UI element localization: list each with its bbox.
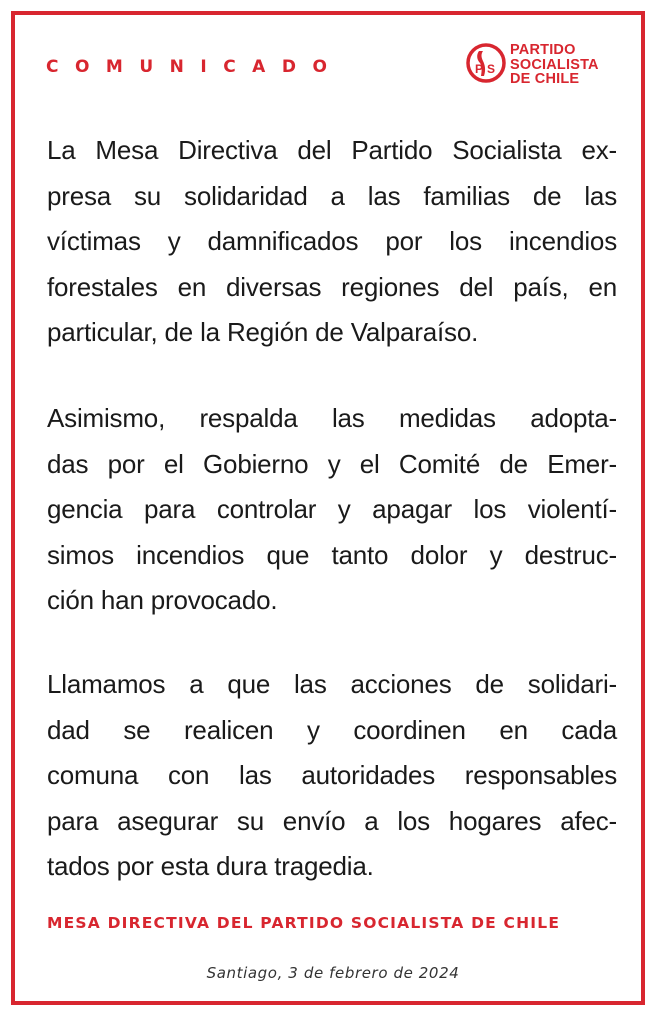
paragraph-line: ción han provocado. xyxy=(47,585,278,615)
paragraph-line: dad se realicen y coordinen en cada xyxy=(47,714,617,745)
logo-line: SOCIALISTA xyxy=(510,56,599,73)
logo-line: PARTIDO xyxy=(510,42,576,58)
signature: MESA DIRECTIVA DEL PARTIDO SOCIALISTA DE CHILE xyxy=(47,914,561,932)
party-logo xyxy=(466,39,628,95)
date-line: Santiago, 3 de febrero de 2024 xyxy=(206,964,460,982)
paragraph-call-to-action xyxy=(47,662,617,890)
paragraph-support xyxy=(47,396,617,624)
paragraph-line: Asimismo, respalda las medidas adopta- xyxy=(47,403,617,433)
paragraph-line: simos incendios que tanto dolor y destruc- xyxy=(47,539,617,570)
paragraph-line: presa su solidaridad a las familias de las xyxy=(47,180,617,211)
paragraph-line: víctimas y damnificados por los incendios xyxy=(47,226,617,256)
paragraph-line: das por el Gobierno y el Comité de Emer- xyxy=(47,448,617,479)
paragraph-line: comuna con las autoridades responsables xyxy=(47,760,617,790)
paragraph-line: gencia para controlar y apagar los violentí- xyxy=(47,494,617,524)
paragraph-line: La Mesa Directiva del Partido Socialista ex- xyxy=(47,135,617,165)
svg-text:P: P xyxy=(475,62,484,76)
logo-wordmark xyxy=(510,43,599,87)
logo-line: DE CHILE xyxy=(510,71,580,87)
svg-text:S: S xyxy=(487,62,496,76)
paragraph-line: tados por esta dura tragedia. xyxy=(47,851,374,881)
paragraph-line: forestales en diversas regiones del país, en xyxy=(47,271,617,302)
ps-emblem-icon xyxy=(466,43,506,83)
paragraph-solidarity xyxy=(47,128,617,356)
paragraph-line: Llamamos a que las acciones de solidari- xyxy=(47,669,617,699)
paragraph-line: particular, de la Región de Valparaíso. xyxy=(47,317,479,347)
document-label: COMUNICADO xyxy=(46,57,344,77)
paragraph-line: para asegurar su envío a los hogares afec- xyxy=(47,805,617,836)
